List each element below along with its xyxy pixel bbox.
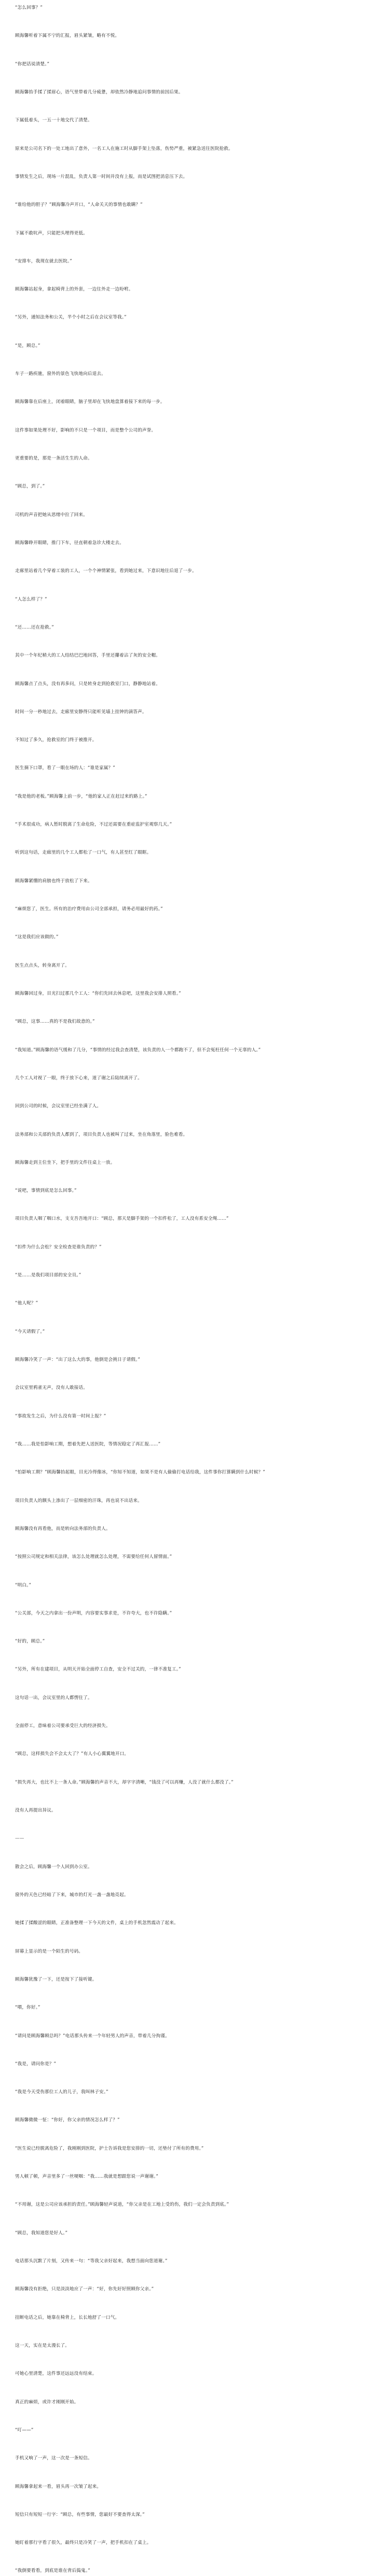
paragraph: “这是我们应该做的。” xyxy=(15,935,59,940)
paragraph: 更重要的是，那是一条活生生的人命。 xyxy=(15,456,92,461)
paragraph: “你把话说清楚。” xyxy=(15,61,50,67)
paragraph: “我是他的老板。”顾海馨上前一步，“他的家人正在赶过来的路上。” xyxy=(15,793,147,799)
paragraph: 屏幕上显示的是一个陌生的号码。 xyxy=(15,1948,84,1954)
paragraph: “叮——” xyxy=(15,2427,34,2433)
paragraph: 她盯着那行字看了很久，最终只是冷笑了一声，把手机扣在了桌上。 xyxy=(15,2540,152,2546)
paragraph: 手机又响了一声，这一次是一条短信。 xyxy=(15,2456,92,2461)
paragraph: 项目负责人的额头上渗出了一层细密的汗珠，再也说不出话来。 xyxy=(15,1498,142,1503)
paragraph: 原来是公司名下的一处工地出了意外，一名工人在施工时从脚手架上坠落，伤势严重，被紧急送往医院抢救。 xyxy=(15,146,233,151)
paragraph: 顾海馨没有再看他，而是转向法务部的负责人。 xyxy=(15,1526,111,1531)
paragraph: 顾海馨冷笑了一声：“出了这么大的事，他倒是会挑日子请假。” xyxy=(15,1357,140,1362)
paragraph: 顾海馨拿起来一看，眉头再一次皱了起来。 xyxy=(15,2484,102,2489)
paragraph: “我知道。”顾海馨的语气缓和了几分，“事情的经过我会查清楚，该负责的人一个都跑不了，但不会冤枉任何一个无辜的人。” xyxy=(15,1047,261,1053)
paragraph: 男人顿了顿，声音里多了一丝哽咽：“我……我就是想跟您说一声谢谢。” xyxy=(15,2174,158,2180)
paragraph: “喂，你好。” xyxy=(15,2005,40,2011)
paragraph: “损失再大，也比不上一条人命。”顾海馨的声音不大，却字字清晰，“钱没了可以再赚，人没了就什么都没了。” xyxy=(15,1779,234,1785)
paragraph: 其中一个年纪稍大的工人结结巴巴地回答，手里还攥着沾了灰的安全帽。 xyxy=(15,653,160,659)
paragraph: “今天请假了。” xyxy=(15,1329,45,1334)
paragraph: “不用谢，这是公司应该承担的责任。”顾海馨轻声说道，“你父亲是在工地上受的伤，我们一定会负责到底。” xyxy=(15,2202,229,2208)
paragraph: 顾海馨睁开眼睛，推门下车，径直朝着急诊大楼走去。 xyxy=(15,540,124,546)
paragraph: 顾海馨抬手揉了揉眉心，语气里带着几分疲惫，却依然冷静地追问事情的前因后果。 xyxy=(15,89,183,95)
paragraph: “手术很成功，病人暂时脱离了生命危险，不过还需要在重症监护室观察几天。” xyxy=(15,822,172,828)
paragraph: “安排车，我现在就去医院。” xyxy=(15,258,72,264)
paragraph: 顾海馨回过身，目光扫过那几个工人：“你们先回去休息吧，这里我会安排人照看。” xyxy=(15,991,181,996)
paragraph: “还……还在抢救。” xyxy=(15,624,54,630)
paragraph: 这句话一出，会议室里的人都愣住了。 xyxy=(15,1695,92,1701)
paragraph: 法务部和公关部的负责人都到了，项目负责人也被叫了过来，坐在角落里，脸色难看。 xyxy=(15,1132,188,1137)
paragraph: “另外，通知法务和公关，半个小时之后在会议室等我。” xyxy=(15,315,127,321)
paragraph: “是，顾总。” xyxy=(15,343,40,349)
paragraph: “顾总，这样损失会不会太大了？”有人小心翼翼地开口。 xyxy=(15,1751,129,1757)
paragraph: 挂断电话之后，她靠在椅背上，长长地舒了一口气。 xyxy=(15,2315,120,2320)
paragraph: 全面停工，意味着公司要承受巨大的经济损失。 xyxy=(15,1723,111,1729)
paragraph: “扣件为什么会松？安全检查是谁负责的？” xyxy=(15,1244,102,1250)
paragraph: 车子一路疾驰，窗外的景色飞快地向后退去。 xyxy=(15,371,106,377)
section-divider: —— xyxy=(15,1836,24,1842)
paragraph: 回到公司的时候，会议室里已经坐满了人。 xyxy=(15,1104,102,1109)
paragraph: 医生摘下口罩，看了一眼在场的人：“谁是家属？” xyxy=(15,765,115,771)
paragraph: 顾海馨犹豫了一下，还是按下了接听键。 xyxy=(15,1976,97,1982)
paragraph: 顾海馨微微一怔：“你好，你父亲的情况怎么样了？” xyxy=(15,2118,120,2123)
paragraph: 她揉了揉酸涩的眼睛，正准备整理一下今天的文件，桌上的手机忽然震动了起来。 xyxy=(15,1920,179,1926)
paragraph: 顾海馨站起身，拿起椅背上的外套，一边往外走一边吩咐。 xyxy=(15,287,133,293)
paragraph: “麻烦您了，医生。所有的治疗费用由公司全部承担，请务必用最好的药。” xyxy=(15,907,163,912)
paragraph: 事情发生之后，现场一片混乱，负责人第一时间并没有上报，而是试图把消息压下去。 xyxy=(15,174,188,179)
paragraph: 顾海馨走到主位坐下，把手里的文件往桌上一放。 xyxy=(15,1160,115,1165)
paragraph: “我是今天受伤那位工人的儿子，我叫林子安。” xyxy=(15,2090,108,2095)
paragraph: 散会之后，顾海馨一个人回到办公室。 xyxy=(15,1864,92,1870)
paragraph: 时间一分一秒地过去，走廊里安静得只能听见墙上挂钟的滴答声。 xyxy=(15,709,147,715)
paragraph: 窗外的天色已经暗了下来，城市的灯光一盏一盏地亮起。 xyxy=(15,1892,129,1898)
paragraph: “我是，请问你是？” xyxy=(15,2061,57,2067)
paragraph: 下属低着头，一五一十地交代了清楚。 xyxy=(15,118,92,123)
paragraph: 走廊里站着几个穿着工装的工人，一个个神情紧张，看到她过来，下意识地往后退了一步。 xyxy=(15,568,197,574)
paragraph: 顾海馨听着下属不宁的汇报，眉头紧皱，略有不悦。 xyxy=(15,33,120,39)
paragraph: “另外，所有在建项目，从明天开始全面停工自查，安全不过关的，一律不准复工。” xyxy=(15,1667,181,1673)
paragraph: “怎么回事？” xyxy=(15,5,43,10)
paragraph: “好的，顾总。” xyxy=(15,1639,45,1645)
paragraph: “是……是我们项目部的安全员。” xyxy=(15,1273,81,1278)
paragraph: 医生点点头，转身离开了。 xyxy=(15,963,70,968)
paragraph: 这一天，实在是太漫长了。 xyxy=(15,2343,70,2348)
paragraph: 几个工人对视了一眼，终于放下心来，道了谢之后陆续离开了。 xyxy=(15,1075,142,1081)
paragraph: “事故发生之后，为什么没有第一时间上报？” xyxy=(15,1413,106,1419)
paragraph: “按照公司规定和相关法律，该怎么处理就怎么处理，不需要给任何人留情面。” xyxy=(15,1554,172,1560)
paragraph: “公关部，今天之内拿出一份声明，内容要实事求是，不许夸大，也不许隐瞒。” xyxy=(15,1610,172,1616)
paragraph: 短信只有短短一行字：“顾总，有些事情，您最好不要查得太深。” xyxy=(15,2512,145,2517)
paragraph: “我……我是怕影响工期，想着先把人送医院，等情况稳定了再汇报……” xyxy=(15,1441,161,1447)
paragraph: “顾总，这事……真的不是我们故意的。” xyxy=(15,1019,95,1025)
paragraph: “请问是顾海馨顾总吗？”电话那头传来一个年轻男人的声音，带着几分拘谨。 xyxy=(15,2033,170,2039)
paragraph: “我倒要看看，到底是谁在背后捣鬼。” xyxy=(15,2568,90,2574)
paragraph: 这件事如果处理不好，影响的不只是一个项目，而是整个公司的声誉。 xyxy=(15,427,156,433)
paragraph: 顾海馨点了点头，没有再多问，只是转身走到抢救室门口，静静地站着。 xyxy=(15,681,160,687)
paragraph: 下属不敢吭声，只能把头埋得更低。 xyxy=(15,230,88,236)
paragraph: 顾海馨靠在后座上，闭着眼睛，脑子里却在飞快地盘算着接下来的每一步。 xyxy=(15,399,165,405)
paragraph: “怕影响工期？”顾海馨抬起眼，目光冷得像冰，“你知不知道，如果不是有人偷偷打电话给我，这件事你打算瞒到什么时候？” xyxy=(15,1470,265,1475)
paragraph: 顾海馨紧绷的肩膀也终于放松了下来。 xyxy=(15,878,92,884)
paragraph: 会议室里鸦雀无声，没有人敢接话。 xyxy=(15,1385,88,1391)
paragraph: “顾总，到了。” xyxy=(15,484,45,490)
paragraph: 听到这句话，走廊里的几个工人都松了一口气，有人甚至红了眼眶。 xyxy=(15,850,152,856)
paragraph: 顾海馨没有拒绝，只是淡淡地应了一声：“好，你先好好照顾你父亲。” xyxy=(15,2287,154,2292)
paragraph: 没有人再提出异议。 xyxy=(15,1808,56,1813)
paragraph: “人怎么样了？” xyxy=(15,596,47,602)
paragraph: 司机的声音把她从思绪中拉了回来。 xyxy=(15,512,88,518)
paragraph: 项目负责人咽了咽口水，支支吾吾地开口：“顾总，那天是脚手架的一个扣件松了，工人没有系安全绳……” xyxy=(15,1216,229,1222)
paragraph: “谁给他的胆子？”顾海馨冷声开口，“人命关天的事情也敢瞒？” xyxy=(15,202,143,208)
paragraph: “明白。” xyxy=(15,1582,32,1588)
paragraph: 不知过了多久，抢救室的门终于被推开。 xyxy=(15,737,97,743)
paragraph: “他人呢？” xyxy=(15,1301,38,1306)
paragraph: “顾总，我知道您是好人。” xyxy=(15,2230,68,2236)
paragraph: “说吧，事情到底是怎么回事。” xyxy=(15,1188,77,1194)
paragraph: 电话那头沉默了片刻，又传来一句：“等我父亲好起来，我想当面向您道谢。” xyxy=(15,2259,168,2264)
paragraph: 可她心里清楚，这件事还远远没有结束。 xyxy=(15,2371,97,2377)
paragraph: “医生说已经脱离危险了，我刚刚到医院，护士告诉我是您安排的一切，还垫付了所有的费用。” xyxy=(15,2146,204,2151)
paragraph: 真正的麻烦，或许才刚刚开始。 xyxy=(15,2399,79,2405)
